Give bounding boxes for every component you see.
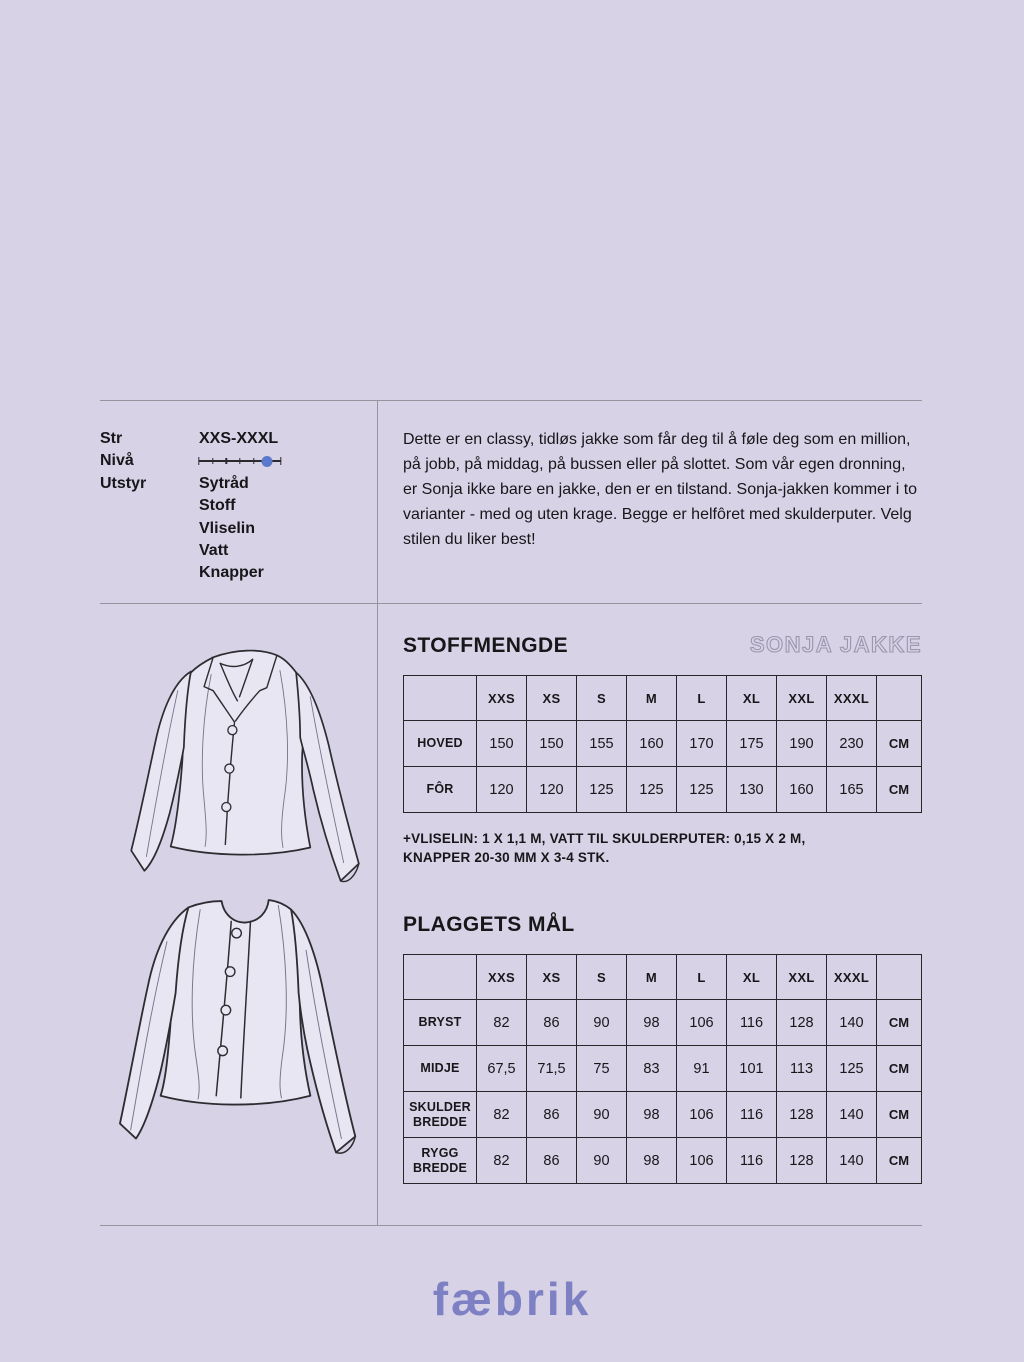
size-header-cell: S xyxy=(577,676,627,721)
value-cell: 150 xyxy=(477,721,527,767)
equipment-row xyxy=(100,473,377,585)
value-cell: 86 xyxy=(527,1138,577,1184)
value-cell: 128 xyxy=(777,1138,827,1184)
value-cell: 98 xyxy=(627,1092,677,1138)
value-cell: 116 xyxy=(727,1092,777,1138)
value-cell: 175 xyxy=(727,721,777,767)
value-cell: 140 xyxy=(827,1138,877,1184)
level-tick xyxy=(198,457,199,465)
level-tick xyxy=(226,458,227,464)
size-header-cell: M xyxy=(627,676,677,721)
size-header-cell: XXS xyxy=(477,955,527,1000)
value-cell: 106 xyxy=(677,1092,727,1138)
fabric-note-line1: +VLISELIN: 1 X 1,1 M, VATT TIL SKULDERPUTER: 0,15 X 2 M, xyxy=(403,831,806,846)
value-cell: 160 xyxy=(777,767,827,813)
level-indicator xyxy=(199,450,281,472)
value-cell: 125 xyxy=(827,1046,877,1092)
table-row xyxy=(404,1092,922,1138)
size-label: Str xyxy=(100,430,123,447)
table-row xyxy=(404,1046,922,1092)
value-cell: 71,5 xyxy=(527,1046,577,1092)
value-cell: 160 xyxy=(627,721,677,767)
value-cell: 125 xyxy=(677,767,727,813)
value-cell: 86 xyxy=(527,1000,577,1046)
value-cell: 230 xyxy=(827,721,877,767)
size-header-cell: XXXL xyxy=(827,955,877,1000)
equipment-item: Sytråd xyxy=(199,474,249,492)
product-description: Dette er en classy, tidløs jakke som får deg til å føle deg som en million, på jobb, på middag, på bussen eller på slottet. Som vår egen dronning, er Sonja ikke bare en jakke, den er en tilstand. Sonja-jakken kommer i to varianter - med og uten krage. Begge er helfôret med skulderputer. Velg stilen du liker best! xyxy=(403,431,918,548)
equipment-item: Vatt xyxy=(199,542,229,560)
value-cell: 140 xyxy=(827,1092,877,1138)
level-tick xyxy=(239,458,240,464)
garment-measurements-table xyxy=(403,954,922,1184)
value-cell: 113 xyxy=(777,1046,827,1092)
spec-list xyxy=(100,401,377,603)
size-header-cell: XL xyxy=(727,955,777,1000)
level-tick xyxy=(212,458,213,464)
equipment-label: Utstyr xyxy=(100,474,147,492)
value-cell: 83 xyxy=(627,1046,677,1092)
value-cell: 67,5 xyxy=(477,1046,527,1092)
value-cell: 116 xyxy=(727,1138,777,1184)
fabric-note xyxy=(403,829,922,867)
row-label-cell: RYGG BREDDE xyxy=(404,1138,477,1184)
size-header-cell: S xyxy=(577,955,627,1000)
table-row xyxy=(404,721,922,767)
collared-jacket-illustration xyxy=(112,630,370,891)
size-header-cell: M xyxy=(627,955,677,1000)
value-cell: 82 xyxy=(477,1138,527,1184)
row-label-cell: HOVED xyxy=(404,721,477,767)
size-header-cell: XXXL xyxy=(827,676,877,721)
fabric-section-title: STOFFMENGDE xyxy=(403,634,569,657)
value-cell: 98 xyxy=(627,1000,677,1046)
value-cell: 82 xyxy=(477,1092,527,1138)
value-cell: 165 xyxy=(827,767,877,813)
vertical-divider xyxy=(377,400,378,1226)
value-cell: 86 xyxy=(527,1092,577,1138)
value-cell: 106 xyxy=(677,1000,727,1046)
level-row xyxy=(100,450,377,472)
value-cell: 75 xyxy=(577,1046,627,1092)
size-header-cell: XXL xyxy=(777,676,827,721)
value-cell: 101 xyxy=(727,1046,777,1092)
size-value: XXS-XXXL xyxy=(199,430,279,447)
size-header-cell: XS xyxy=(527,955,577,1000)
equipment-item: Stoff xyxy=(199,497,236,515)
size-header-cell: XL xyxy=(727,676,777,721)
fabric-section-header xyxy=(403,632,922,658)
value-cell: 90 xyxy=(577,1138,627,1184)
size-row xyxy=(100,428,377,450)
size-header-cell: XXS xyxy=(477,676,527,721)
value-cell: 91 xyxy=(677,1046,727,1092)
bottom-divider xyxy=(100,1225,922,1226)
tables-column xyxy=(377,604,922,1225)
unit-cell: CM xyxy=(877,1046,922,1092)
equipment-item: Vliselin xyxy=(199,519,256,537)
value-cell: 128 xyxy=(777,1000,827,1046)
unit-cell: CM xyxy=(877,1138,922,1184)
size-header-cell: XXL xyxy=(777,955,827,1000)
value-cell: 150 xyxy=(527,721,577,767)
brand-logo: fæbrik xyxy=(432,1273,592,1325)
unit-cell: CM xyxy=(877,1092,922,1138)
size-header-cell: XS xyxy=(527,676,577,721)
value-cell: 140 xyxy=(827,1000,877,1046)
value-cell: 106 xyxy=(677,1138,727,1184)
level-dot xyxy=(262,456,273,467)
illustration-column xyxy=(100,604,377,1225)
collarless-jacket-illustration xyxy=(90,886,366,1160)
size-header-cell: L xyxy=(677,676,727,721)
row-label-cell: MIDJE xyxy=(404,1046,477,1092)
tables-section xyxy=(100,604,922,1225)
row-label-cell: SKULDER BREDDE xyxy=(404,1092,477,1138)
value-cell: 82 xyxy=(477,1000,527,1046)
size-header-cell: L xyxy=(677,955,727,1000)
row-label-cell: FÔR xyxy=(404,767,477,813)
description-column xyxy=(377,401,922,603)
value-cell: 125 xyxy=(577,767,627,813)
table-row xyxy=(404,1138,922,1184)
value-cell: 155 xyxy=(577,721,627,767)
table-row xyxy=(404,1000,922,1046)
unit-cell: CM xyxy=(877,1000,922,1046)
value-cell: 170 xyxy=(677,721,727,767)
value-cell: 190 xyxy=(777,721,827,767)
equipment-list xyxy=(199,473,377,585)
unit-cell: CM xyxy=(877,721,922,767)
value-cell: 98 xyxy=(627,1138,677,1184)
product-name-outline: SONJA JAKKE xyxy=(749,632,922,657)
corner-cell xyxy=(404,955,477,1000)
intro-section xyxy=(100,401,922,603)
value-cell: 120 xyxy=(527,767,577,813)
level-tick xyxy=(280,457,281,465)
level-tick xyxy=(253,458,254,464)
unit-cell: CM xyxy=(877,767,922,813)
value-cell: 120 xyxy=(477,767,527,813)
table-row xyxy=(404,767,922,813)
value-cell: 90 xyxy=(577,1092,627,1138)
row-label-cell: BRYST xyxy=(404,1000,477,1046)
fabric-note-line2: KNAPPER 20-30 MM X 3-4 STK. xyxy=(403,850,610,865)
value-cell: 130 xyxy=(727,767,777,813)
corner-cell xyxy=(404,676,477,721)
corner-cell xyxy=(877,955,922,1000)
content-area xyxy=(100,400,922,1226)
value-cell: 125 xyxy=(627,767,677,813)
equipment-item: Knapper xyxy=(199,564,264,582)
measurements-section-title: PLAGGETS MÅL xyxy=(403,913,575,936)
level-label: Nivå xyxy=(100,452,134,470)
value-cell: 90 xyxy=(577,1000,627,1046)
fabric-quantity-table xyxy=(403,675,922,813)
value-cell: 128 xyxy=(777,1092,827,1138)
value-cell: 116 xyxy=(727,1000,777,1046)
corner-cell xyxy=(877,676,922,721)
